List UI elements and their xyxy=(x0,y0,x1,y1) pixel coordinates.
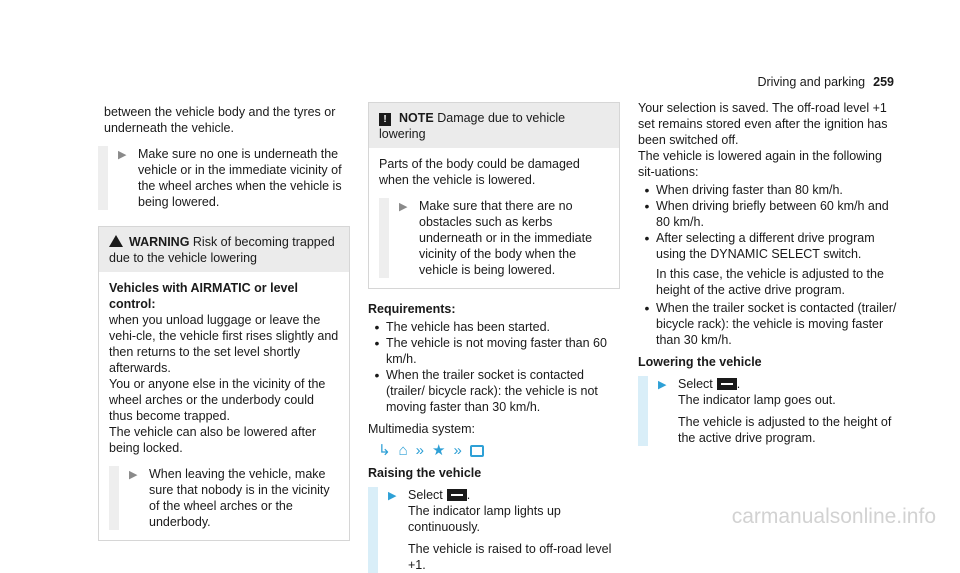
arrow-right-icon: ▶ xyxy=(399,201,408,213)
warning-text: when you unload luggage or leave the vehi-cle, the vehicle first rises slightly and then returns to the set level shortly afterwards. xyxy=(109,313,339,375)
note-header xyxy=(369,103,619,148)
page-number: 259 xyxy=(873,75,894,89)
step-bar xyxy=(98,146,108,210)
step-text: Make sure that there are no obstacles such as kerbs underneath or in the immediate vicinity of the body when the vehicle is being lowered. xyxy=(419,199,593,277)
raising-heading: Raising the vehicle xyxy=(368,466,482,480)
requirements-list xyxy=(368,319,620,415)
note-text: Parts of the body could be damaged when the vehicle is lowered. xyxy=(379,157,580,187)
arrow-right-icon: ▶ xyxy=(129,469,138,481)
multimedia-label: Multimedia system: xyxy=(368,422,475,436)
chevron-right-icon: » xyxy=(415,442,424,459)
step-note: The vehicle is raised to off-road level +1. xyxy=(408,542,612,572)
step-result: The indicator lamp lights up continuously. xyxy=(408,504,561,534)
instruction-step xyxy=(379,198,609,278)
instruction-step xyxy=(98,146,350,210)
step-text: Make sure no one is underneath the vehicle or in the immediate vicinity of the wheel arches when the vehicle is being lowered. xyxy=(138,147,342,209)
column-middle xyxy=(368,92,620,573)
note-body xyxy=(369,148,619,288)
paragraph: between the vehicle body and the tyres or underneath the vehicle. xyxy=(104,105,336,135)
column-right xyxy=(638,92,900,446)
list-item: • After selecting a different drive program using the DYNAMIC SELECT switch. xyxy=(644,230,875,261)
step-bar xyxy=(368,487,378,573)
step-result: The indicator lamp goes out. xyxy=(678,393,836,407)
step-bar xyxy=(638,376,648,446)
lowering-heading: Lowering the vehicle xyxy=(638,355,762,369)
situations-list xyxy=(638,300,900,348)
instruction-step xyxy=(109,466,339,530)
arrow-down-right-icon: ↳ xyxy=(378,442,391,459)
warning-text: You or anyone else in the vicinity of the wheel arches or the underbody could thus become trapped. xyxy=(109,377,326,423)
warning-header xyxy=(99,227,349,272)
situations-list xyxy=(638,182,900,262)
requirements-heading: Requirements: xyxy=(368,302,456,316)
list-item: • When driving briefly between 60 km/h and 80 km/h. xyxy=(644,198,889,229)
offroad-switch-icon xyxy=(447,489,467,501)
column-left xyxy=(98,92,350,541)
step-note: The vehicle is adjusted to the height of the active drive program. xyxy=(678,415,892,445)
paragraph: Your selection is saved. The off-road level +1 set remains stored even after the ignition has been switched off. xyxy=(638,101,888,147)
home-icon: ⌂ xyxy=(398,442,408,459)
list-item: • The vehicle is not moving faster than 60 km/h. xyxy=(374,335,607,366)
watermark: carmanualsonline.info xyxy=(731,505,936,528)
list-item: • When the trailer socket is contacted (trailer/ bicycle rack): the vehicle is not moving faster than 30 km/h. xyxy=(374,367,598,414)
note-label: NOTE xyxy=(399,111,434,125)
warning-body xyxy=(99,272,349,540)
offroad-switch-icon xyxy=(717,378,737,390)
step-text: When leaving the vehicle, make sure that nobody is in the vicinity of the wheel arches or the underbody. xyxy=(149,467,330,529)
section-title: Driving and parking xyxy=(757,75,866,89)
warning-intro: Vehicles with AIRMATIC or level control: xyxy=(109,281,298,311)
list-item: • When the trailer socket is contacted (trailer/ bicycle rack): the vehicle is moving faster than 30 km/h. xyxy=(644,300,897,347)
list-item: • The vehicle has been started. xyxy=(374,319,550,335)
warning-text: The vehicle can also be lowered after being locked. xyxy=(109,425,317,455)
page-header xyxy=(757,74,894,90)
warning-icon xyxy=(109,235,123,247)
warning-title: Risk of becoming trapped due to the vehicle lowering xyxy=(109,235,335,265)
star-icon: ★ xyxy=(431,442,446,459)
warning-label: WARNING xyxy=(129,235,190,249)
arrow-right-icon: ▶ xyxy=(118,149,127,161)
instruction-step xyxy=(368,487,620,573)
chevron-right-icon: » xyxy=(453,442,462,459)
warning-box xyxy=(98,226,350,541)
step-text: Select . The indicator lamp lights up continuously. The vehicle is raised to off-road level +1. xyxy=(408,487,620,573)
note-title: Damage due to vehicle lowering xyxy=(379,111,566,141)
paragraph: The vehicle is lowered again in the following sit-uations: xyxy=(638,149,882,179)
arrow-right-icon: ▶ xyxy=(658,379,667,391)
arrow-right-icon: ▶ xyxy=(388,490,397,502)
note-box xyxy=(368,102,620,289)
step-bar xyxy=(379,198,389,278)
paragraph: In this case, the vehicle is adjusted to the height of the active drive program. xyxy=(656,267,884,297)
step-bar xyxy=(109,466,119,530)
list-item: • When driving faster than 80 km/h. xyxy=(644,182,843,198)
instruction-step xyxy=(638,376,900,446)
step-text: Select . The indicator lamp goes out. The vehicle is adjusted to the height of the active drive program. xyxy=(678,376,900,446)
menu-path xyxy=(378,443,620,459)
exclamation-icon: ! xyxy=(379,113,391,126)
vehicle-icon xyxy=(470,445,484,457)
